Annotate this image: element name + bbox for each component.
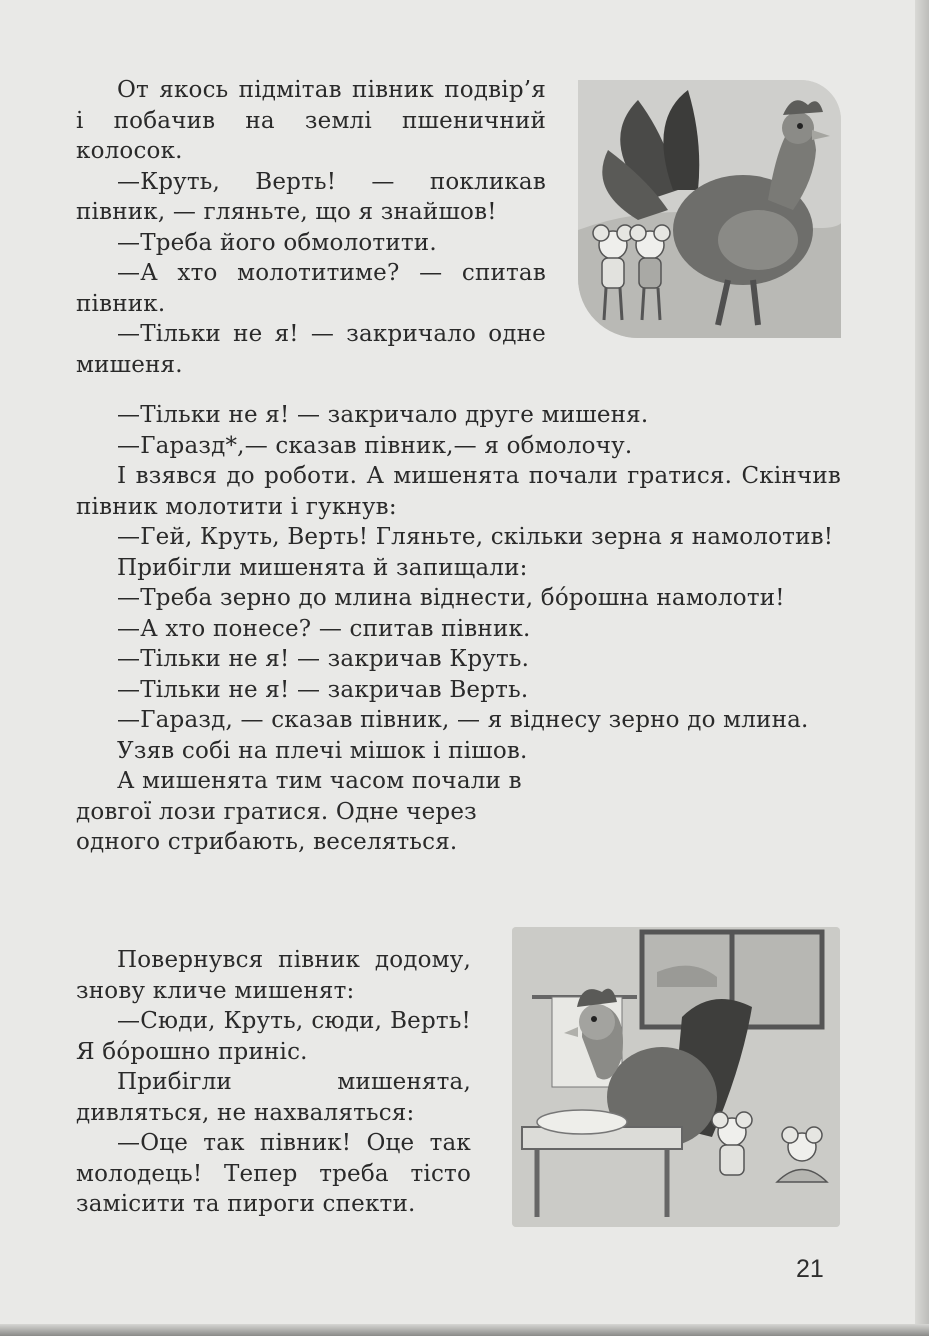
paragraph: —Гаразд, — сказав півник, — я віднесу зерно до млина. (117, 707, 809, 733)
paragraph: —Гаразд*,— сказав півник,— я обмолочу. (117, 432, 633, 459)
paragraph: —Оце так півник! Оце так молодець! Тепер треба тісто замісити та пироги спекти. (76, 1130, 471, 1217)
text-block-bottom (76, 945, 471, 1220)
rooster-kitchen-drawing (512, 927, 840, 1227)
paragraph: Узяв собі на плечі мішок і пішов. (117, 737, 528, 764)
paragraph: Прибігли мишенята, дивляться, не нахваляться: (76, 1069, 471, 1126)
paragraph: —Гей, Круть, Верть! Гляньте, скільки зерна я намолотив! (117, 524, 834, 550)
paragraph: —Круть, Верть! — покликав півник, — гляньте, що я знайшов! (76, 168, 546, 225)
paragraph: І взявся до роботи. А мишенята почали гратися. Скінчив півник молотити і гукнув: (76, 463, 841, 520)
paragraph: Повернувся півник додому, знову кличе мишенят: (76, 947, 471, 1004)
page-number: 21 (796, 1255, 824, 1283)
paragraph: —Треба зерно до млина віднести, бо́рошна намолоти! (117, 585, 785, 611)
illustration-rooster-kitchen (512, 927, 840, 1227)
page-bottom-shadow (0, 1324, 929, 1336)
paragraph: От якось підмітав півник подвір’я і побачив на землі пшеничний колосок. (76, 77, 546, 164)
paragraph: —Тільки не я! — закричав Круть. (117, 646, 530, 672)
paragraph: —А хто понесе? — спитав півник. (117, 615, 531, 642)
paragraph: —Треба його обмолотити. (117, 229, 437, 256)
page-edge (915, 0, 929, 1336)
paragraph: —Тільки не я! — закричав Верть. (117, 676, 529, 703)
paragraph: —Тільки не я! — закричало одне мишеня. (76, 321, 546, 378)
text-block-middle (76, 400, 841, 858)
paragraph: —Тільки не я! — закричало друге мишеня. (117, 402, 649, 428)
rooster-mice-drawing (578, 80, 841, 338)
paragraph: —Сюди, Круть, сюди, Верть! Я бо́рошно приніс. (76, 1008, 471, 1065)
paragraph: Прибігли мишенята й запищали: (117, 554, 528, 581)
paragraph: —А хто молотитиме? — спитав півник. (76, 260, 546, 317)
illustration-rooster-mice (578, 80, 841, 338)
text-block-top (76, 75, 546, 380)
paragraph: А мишенята тим часом почали в довгої лози гратися. Одне через одного стрибають, веселяться. (76, 768, 522, 855)
